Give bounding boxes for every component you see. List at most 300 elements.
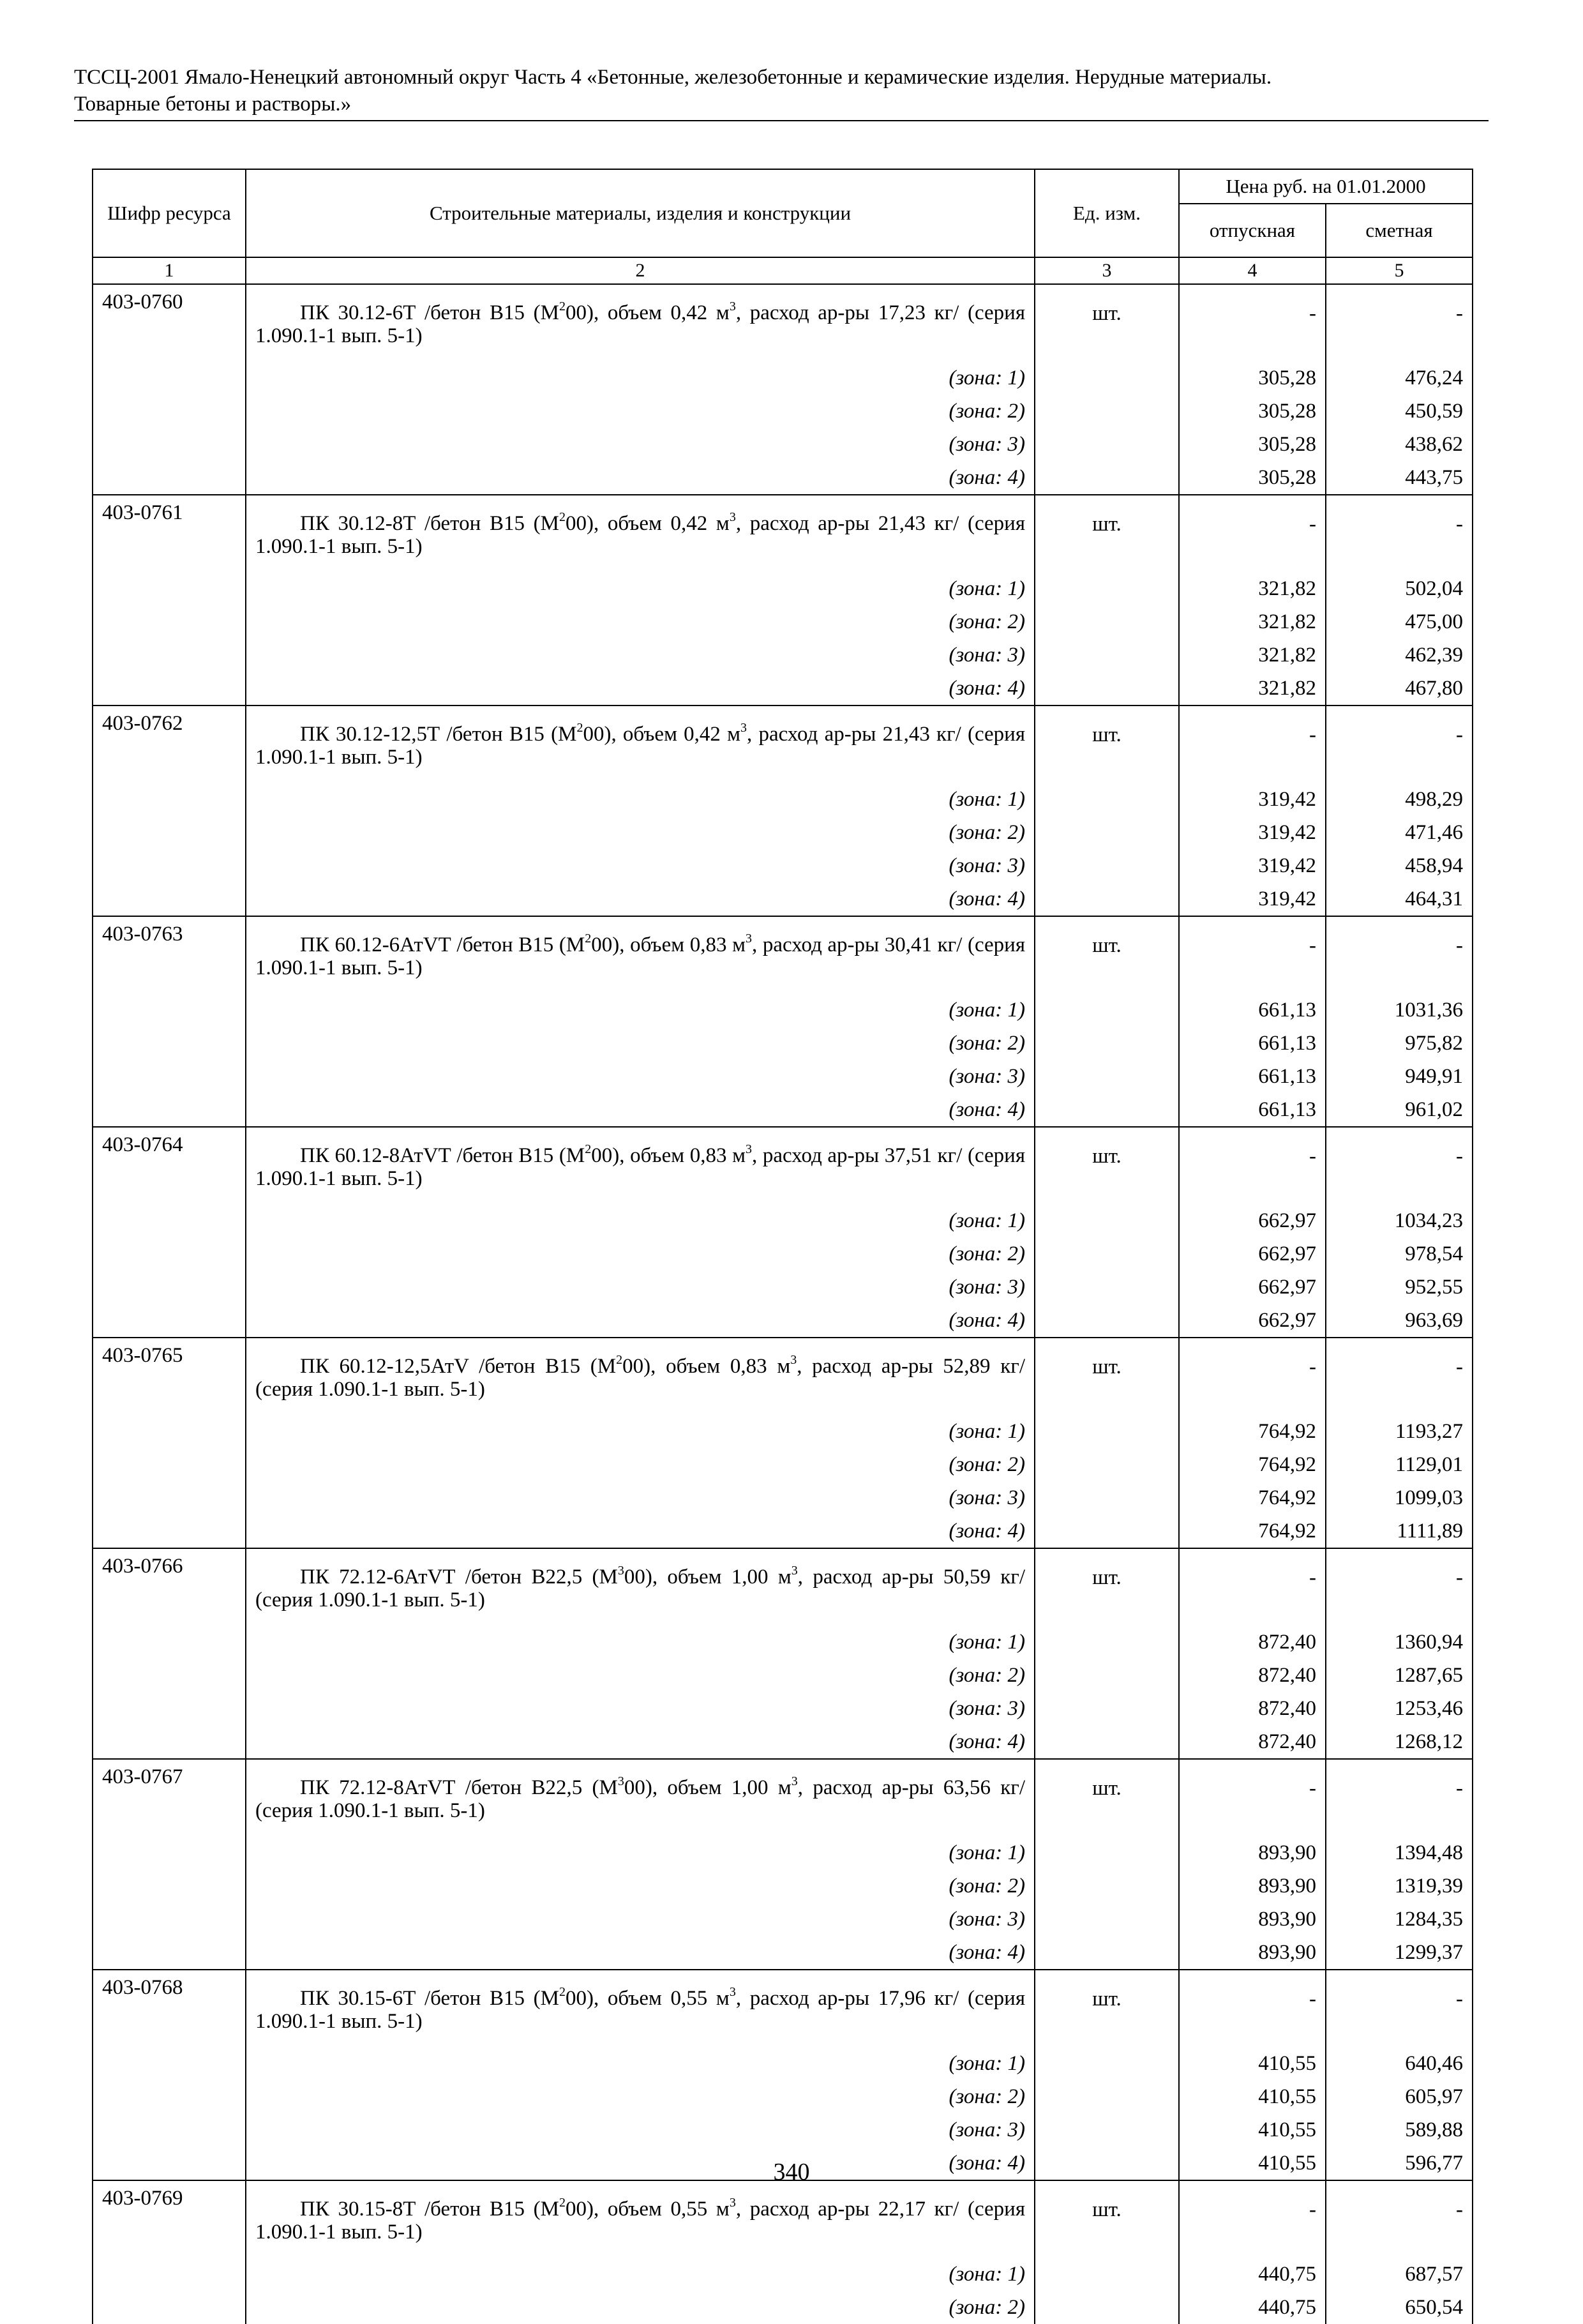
item-description — [246, 1127, 1035, 1204]
document-header — [74, 64, 1489, 117]
header-line-1: ТССЦ-2001 Ямало-Ненецкий автономный округ Часть 4 «Бетонные, железобетонные и керамические изделия. Нерудные материалы. — [74, 66, 1272, 89]
table-row — [93, 1759, 1473, 1836]
header-price-group: Цена руб. на 01.01.2000 — [1179, 169, 1473, 204]
release-price: - — [1179, 1338, 1326, 1415]
zone-row — [93, 2258, 1473, 2291]
zone-release-price: 872,40 — [1179, 1692, 1326, 1725]
empty-code-cell — [93, 1060, 246, 1093]
empty-unit-cell — [1035, 849, 1179, 882]
zone-row — [93, 1093, 1473, 1127]
zone-label: (зона: 4) — [246, 1725, 1035, 1759]
description-text: ПК 60.12-6АтVТ /бетон В15 (М — [300, 933, 585, 956]
empty-code-cell — [93, 1415, 246, 1448]
empty-code-cell — [93, 1836, 246, 1869]
empty-unit-cell — [1035, 1514, 1179, 1548]
zone-estimate-price: 640,46 — [1326, 2047, 1473, 2080]
zone-label: (зона: 3) — [246, 2113, 1035, 2147]
zone-row — [93, 395, 1473, 428]
zone-label: (зона: 2) — [246, 395, 1035, 428]
zone-release-price: 872,40 — [1179, 1725, 1326, 1759]
empty-code-cell — [93, 1903, 246, 1936]
description-superscript: 3 — [729, 1985, 736, 1999]
zone-release-price: 319,42 — [1179, 783, 1326, 816]
description-text: ПК 72.12-6АтVТ /бетон В22,5 (М — [300, 1566, 618, 1588]
empty-code-cell — [93, 882, 246, 916]
zone-estimate-price: 462,39 — [1326, 638, 1473, 672]
empty-unit-cell — [1035, 395, 1179, 428]
item-description — [246, 2180, 1035, 2258]
zone-label: (зона: 3) — [246, 1903, 1035, 1936]
zone-release-price: 893,90 — [1179, 1836, 1326, 1869]
zone-row — [93, 993, 1473, 1027]
table-row — [93, 284, 1473, 361]
unit-of-measure: шт. — [1035, 1127, 1179, 1204]
estimate-price: - — [1326, 284, 1473, 361]
zone-estimate-price: 475,00 — [1326, 605, 1473, 638]
empty-code-cell — [93, 2291, 246, 2324]
zone-row — [93, 1514, 1473, 1548]
empty-unit-cell — [1035, 605, 1179, 638]
empty-unit-cell — [1035, 361, 1179, 395]
description-text: 00), объем 0,42 м — [565, 512, 730, 535]
zone-row — [93, 638, 1473, 672]
empty-unit-cell — [1035, 672, 1179, 706]
release-price: - — [1179, 916, 1326, 993]
zone-release-price: 764,92 — [1179, 1415, 1326, 1448]
empty-code-cell — [93, 1448, 246, 1481]
empty-code-cell — [93, 428, 246, 461]
description-text: ПК 30.12-8Т /бетон В15 (М — [300, 512, 559, 535]
description-superscript: 3 — [746, 1142, 752, 1156]
description-text: 00), объем 1,00 м — [624, 1566, 792, 1588]
zone-row — [93, 2291, 1473, 2324]
column-number-5: 5 — [1326, 257, 1473, 284]
table-row — [93, 916, 1473, 993]
resource-code: 403-0760 — [93, 284, 246, 361]
zone-release-price: 321,82 — [1179, 672, 1326, 706]
zone-estimate-price: 1299,37 — [1326, 1936, 1473, 1970]
zone-release-price: 893,90 — [1179, 1869, 1326, 1903]
table-header — [93, 169, 1473, 284]
empty-code-cell — [93, 461, 246, 495]
description-superscript: 3 — [740, 721, 747, 735]
empty-unit-cell — [1035, 1692, 1179, 1725]
empty-code-cell — [93, 1692, 246, 1725]
zone-release-price: 893,90 — [1179, 1903, 1326, 1936]
zone-row — [93, 1027, 1473, 1060]
empty-unit-cell — [1035, 1869, 1179, 1903]
zone-estimate-price: 1129,01 — [1326, 1448, 1473, 1481]
item-description — [246, 1759, 1035, 1836]
description-superscript: 2 — [559, 1985, 566, 1999]
zone-row — [93, 849, 1473, 882]
empty-unit-cell — [1035, 1448, 1179, 1481]
description-text: ПК 72.12-8АтVТ /бетон В22,5 (М — [300, 1776, 618, 1799]
description-text: ПК 30.12-6Т /бетон В15 (М — [300, 301, 559, 324]
empty-code-cell — [93, 2080, 246, 2113]
empty-unit-cell — [1035, 1237, 1179, 1271]
estimate-price: - — [1326, 1338, 1473, 1415]
empty-unit-cell — [1035, 1093, 1179, 1127]
estimate-price: - — [1326, 1548, 1473, 1626]
description-text: , расход ар-ры 17,96 кг/ (серия 1.090.1-1 вып. 5-1) — [255, 1987, 1026, 2033]
zone-release-price: 305,28 — [1179, 428, 1326, 461]
zone-release-price: 662,97 — [1179, 1304, 1326, 1338]
empty-unit-cell — [1035, 1936, 1179, 1970]
zone-release-price: 764,92 — [1179, 1448, 1326, 1481]
description-superscript: 2 — [559, 2196, 566, 2210]
estimate-price: - — [1326, 1970, 1473, 2047]
zone-release-price: 305,28 — [1179, 361, 1326, 395]
zone-estimate-price: 1031,36 — [1326, 993, 1473, 1027]
description-text: , расход ар-ры 30,41 кг/ (серия 1.090.1-1 вып. 5-1) — [255, 933, 1026, 979]
description-superscript: 2 — [576, 721, 583, 735]
empty-unit-cell — [1035, 2258, 1179, 2291]
zone-label: (зона: 2) — [246, 1448, 1035, 1481]
zone-estimate-price: 1034,23 — [1326, 1204, 1473, 1237]
resource-code: 403-0769 — [93, 2180, 246, 2258]
zone-estimate-price: 650,54 — [1326, 2291, 1473, 2324]
item-description — [246, 1970, 1035, 2047]
zone-row — [93, 361, 1473, 395]
zone-estimate-price: 687,57 — [1326, 2258, 1473, 2291]
zone-release-price: 305,28 — [1179, 461, 1326, 495]
empty-code-cell — [93, 572, 246, 605]
zone-estimate-price: 952,55 — [1326, 1271, 1473, 1304]
zone-row — [93, 572, 1473, 605]
estimate-price: - — [1326, 1127, 1473, 1204]
zone-row — [93, 605, 1473, 638]
description-text: , расход ар-ры 17,23 кг/ (серия 1.090.1-1 вып. 5-1) — [255, 301, 1026, 347]
zone-release-price: 319,42 — [1179, 882, 1326, 916]
zone-label: (зона: 2) — [246, 816, 1035, 849]
description-text: 00), объем 0,42 м — [565, 301, 730, 324]
resource-code: 403-0761 — [93, 495, 246, 572]
column-number-3: 3 — [1035, 257, 1179, 284]
zone-label: (зона: 4) — [246, 1304, 1035, 1338]
zone-label: (зона: 1) — [246, 1626, 1035, 1659]
empty-code-cell — [93, 1093, 246, 1127]
item-description — [246, 495, 1035, 572]
zone-row — [93, 783, 1473, 816]
empty-unit-cell — [1035, 2291, 1179, 2324]
zone-label: (зона: 4) — [246, 1936, 1035, 1970]
column-number-2: 2 — [246, 257, 1035, 284]
description-text: 00), объем 1,00 м — [624, 1776, 792, 1799]
empty-unit-cell — [1035, 1481, 1179, 1514]
description-superscript: 2 — [559, 510, 566, 524]
empty-unit-cell — [1035, 1836, 1179, 1869]
empty-unit-cell — [1035, 816, 1179, 849]
empty-unit-cell — [1035, 572, 1179, 605]
empty-code-cell — [93, 1204, 246, 1237]
empty-unit-cell — [1035, 1903, 1179, 1936]
zone-estimate-price: 1394,48 — [1326, 1836, 1473, 1869]
description-text: 00), объем 0,83 м — [591, 933, 746, 956]
header-rule — [74, 120, 1489, 121]
zone-label: (зона: 3) — [246, 1060, 1035, 1093]
zone-row — [93, 2047, 1473, 2080]
table-row — [93, 706, 1473, 783]
zone-release-price: 661,13 — [1179, 1027, 1326, 1060]
description-superscript: 2 — [585, 932, 592, 946]
description-text: ПК 60.12-8АтVТ /бетон В15 (М — [300, 1144, 585, 1167]
zone-row — [93, 1304, 1473, 1338]
description-text: ПК 30.15-8Т /бетон В15 (М — [300, 2198, 559, 2221]
zone-row — [93, 428, 1473, 461]
empty-code-cell — [93, 1659, 246, 1692]
zone-estimate-price: 471,46 — [1326, 816, 1473, 849]
zone-row — [93, 1481, 1473, 1514]
release-price: - — [1179, 1127, 1326, 1204]
empty-unit-cell — [1035, 2047, 1179, 2080]
empty-unit-cell — [1035, 1415, 1179, 1448]
resource-code: 403-0765 — [93, 1338, 246, 1415]
zone-row — [93, 1415, 1473, 1448]
zone-label: (зона: 3) — [246, 428, 1035, 461]
zone-label: (зона: 4) — [246, 672, 1035, 706]
header-unit: Ед. изм. — [1035, 169, 1179, 257]
empty-code-cell — [93, 395, 246, 428]
description-text: , расход ар-ры 22,17 кг/ (серия 1.090.1-1 вып. 5-1) — [255, 2198, 1026, 2244]
table-row — [93, 1338, 1473, 1415]
empty-code-cell — [93, 849, 246, 882]
zone-estimate-price: 975,82 — [1326, 1027, 1473, 1060]
empty-code-cell — [93, 1514, 246, 1548]
zone-row — [93, 1659, 1473, 1692]
zone-label: (зона: 2) — [246, 605, 1035, 638]
table-row — [93, 1127, 1473, 1204]
header-line-2: Товарные бетоны и растворы.» — [74, 93, 352, 116]
empty-unit-cell — [1035, 783, 1179, 816]
zone-release-price: 440,75 — [1179, 2258, 1326, 2291]
zone-estimate-price: 963,69 — [1326, 1304, 1473, 1338]
description-text: 00), объем 0,55 м — [565, 2198, 730, 2221]
release-price: - — [1179, 1759, 1326, 1836]
header-release-price: отпускная — [1179, 204, 1326, 257]
page-number: 340 — [773, 2159, 810, 2185]
description-superscript: 2 — [616, 1353, 623, 1367]
empty-unit-cell — [1035, 2113, 1179, 2147]
zone-row — [93, 461, 1473, 495]
empty-code-cell — [93, 1936, 246, 1970]
zone-estimate-price: 502,04 — [1326, 572, 1473, 605]
zone-row — [93, 1448, 1473, 1481]
empty-unit-cell — [1035, 1060, 1179, 1093]
zone-release-price: 305,28 — [1179, 395, 1326, 428]
zone-estimate-price: 1253,46 — [1326, 1692, 1473, 1725]
zone-estimate-price: 596,77 — [1326, 2147, 1473, 2180]
zone-row — [93, 1271, 1473, 1304]
zone-label: (зона: 1) — [246, 572, 1035, 605]
unit-of-measure: шт. — [1035, 1759, 1179, 1836]
release-price: - — [1179, 2180, 1326, 2258]
zone-label: (зона: 4) — [246, 461, 1035, 495]
empty-unit-cell — [1035, 1304, 1179, 1338]
table-row — [93, 495, 1473, 572]
zone-row — [93, 1626, 1473, 1659]
description-text: 00), объем 0,83 м — [622, 1355, 791, 1378]
zone-estimate-price: 1099,03 — [1326, 1481, 1473, 1514]
resource-code: 403-0768 — [93, 1970, 246, 2047]
zone-label: (зона: 4) — [246, 2147, 1035, 2180]
description-superscript: 3 — [729, 299, 736, 313]
zone-release-price: 321,82 — [1179, 605, 1326, 638]
item-description — [246, 706, 1035, 783]
zone-label: (зона: 1) — [246, 361, 1035, 395]
zone-release-price: 764,92 — [1179, 1514, 1326, 1548]
description-superscript: 3 — [791, 1774, 798, 1788]
empty-code-cell — [93, 1271, 246, 1304]
zone-release-price: 662,97 — [1179, 1271, 1326, 1304]
description-text: , расход ар-ры 52,89 кг/ (серия 1.090.1-1 вып. 5-1) — [255, 1355, 1025, 1401]
zone-label: (зона: 2) — [246, 1869, 1035, 1903]
item-description — [246, 284, 1035, 361]
zone-label: (зона: 4) — [246, 1514, 1035, 1548]
resource-code: 403-0764 — [93, 1127, 246, 1204]
empty-code-cell — [93, 1304, 246, 1338]
empty-unit-cell — [1035, 638, 1179, 672]
empty-code-cell — [93, 1626, 246, 1659]
empty-code-cell — [93, 638, 246, 672]
release-price: - — [1179, 1970, 1326, 2047]
empty-code-cell — [93, 605, 246, 638]
zone-label: (зона: 2) — [246, 1237, 1035, 1271]
zone-row — [93, 882, 1473, 916]
column-number-1: 1 — [93, 257, 246, 284]
resource-code: 403-0767 — [93, 1759, 246, 1836]
zone-estimate-price: 1193,27 — [1326, 1415, 1473, 1448]
zone-estimate-price: 450,59 — [1326, 395, 1473, 428]
empty-unit-cell — [1035, 428, 1179, 461]
zone-label: (зона: 3) — [246, 1481, 1035, 1514]
zone-estimate-price: 1284,35 — [1326, 1903, 1473, 1936]
zone-release-price: 661,13 — [1179, 1060, 1326, 1093]
empty-code-cell — [93, 672, 246, 706]
description-text: ПК 30.15-6Т /бетон В15 (М — [300, 1987, 559, 2010]
description-superscript: 3 — [791, 1564, 798, 1578]
estimate-price: - — [1326, 706, 1473, 783]
zone-row — [93, 1869, 1473, 1903]
description-superscript: 2 — [585, 1142, 592, 1156]
zone-row — [93, 2080, 1473, 2113]
zone-estimate-price: 978,54 — [1326, 1237, 1473, 1271]
resource-code: 403-0766 — [93, 1548, 246, 1626]
zone-label: (зона: 2) — [246, 1659, 1035, 1692]
unit-of-measure: шт. — [1035, 1338, 1179, 1415]
zone-estimate-price: 443,75 — [1326, 461, 1473, 495]
empty-unit-cell — [1035, 993, 1179, 1027]
zone-label: (зона: 2) — [246, 2291, 1035, 2324]
zone-release-price: 410,55 — [1179, 2113, 1326, 2147]
zone-row — [93, 672, 1473, 706]
table-row — [93, 1548, 1473, 1626]
zone-label: (зона: 1) — [246, 2047, 1035, 2080]
empty-code-cell — [93, 2258, 246, 2291]
zone-estimate-price: 464,31 — [1326, 882, 1473, 916]
zone-label: (зона: 1) — [246, 1836, 1035, 1869]
empty-code-cell — [93, 783, 246, 816]
zone-release-price: 872,40 — [1179, 1659, 1326, 1692]
description-text: , расход ар-ры 50,59 кг/ (серия 1.090.1-1 вып. 5-1) — [255, 1566, 1025, 1611]
description-superscript: 3 — [746, 932, 752, 946]
zone-release-price: 893,90 — [1179, 1936, 1326, 1970]
description-text: 00), объем 0,55 м — [565, 1987, 730, 2010]
price-table — [92, 169, 1473, 2324]
zone-estimate-price: 498,29 — [1326, 783, 1473, 816]
release-price: - — [1179, 284, 1326, 361]
zone-row — [93, 1060, 1473, 1093]
unit-of-measure: шт. — [1035, 706, 1179, 783]
zone-estimate-price: 1111,89 — [1326, 1514, 1473, 1548]
zone-row — [93, 1903, 1473, 1936]
description-superscript: 3 — [617, 1774, 624, 1788]
description-text: , расход ар-ры 21,43 кг/ (серия 1.090.1-1 вып. 5-1) — [255, 723, 1026, 769]
description-superscript: 3 — [790, 1353, 797, 1367]
estimate-price: - — [1326, 916, 1473, 993]
header-name: Строительные материалы, изделия и конструкции — [246, 169, 1035, 257]
zone-row — [93, 1725, 1473, 1759]
zone-label: (зона: 1) — [246, 783, 1035, 816]
description-superscript: 3 — [729, 510, 736, 524]
zone-label: (зона: 1) — [246, 1204, 1035, 1237]
release-price: - — [1179, 495, 1326, 572]
zone-estimate-price: 605,97 — [1326, 2080, 1473, 2113]
zone-label: (зона: 4) — [246, 882, 1035, 916]
zone-row — [93, 1936, 1473, 1970]
zone-row — [93, 1204, 1473, 1237]
empty-code-cell — [93, 1725, 246, 1759]
zone-row — [93, 1692, 1473, 1725]
zone-release-price: 319,42 — [1179, 849, 1326, 882]
empty-code-cell — [93, 1237, 246, 1271]
description-text: , расход ар-ры 63,56 кг/ (серия 1.090.1-1 вып. 5-1) — [255, 1776, 1025, 1822]
unit-of-measure: шт. — [1035, 1970, 1179, 2047]
resource-code: 403-0763 — [93, 916, 246, 993]
zone-label: (зона: 3) — [246, 849, 1035, 882]
zone-row — [93, 1836, 1473, 1869]
release-price: - — [1179, 706, 1326, 783]
zone-label: (зона: 4) — [246, 1093, 1035, 1127]
zone-release-price: 662,97 — [1179, 1204, 1326, 1237]
zone-estimate-price: 1360,94 — [1326, 1626, 1473, 1659]
header-estimate-price: сметная — [1326, 204, 1473, 257]
unit-of-measure: шт. — [1035, 1548, 1179, 1626]
estimate-price: - — [1326, 2180, 1473, 2258]
zone-estimate-price: 1319,39 — [1326, 1869, 1473, 1903]
empty-unit-cell — [1035, 1626, 1179, 1659]
description-text: 00), объем 0,42 м — [583, 723, 740, 746]
zone-estimate-price: 949,91 — [1326, 1060, 1473, 1093]
empty-code-cell — [93, 2047, 246, 2080]
empty-unit-cell — [1035, 1659, 1179, 1692]
zone-label: (зона: 1) — [246, 993, 1035, 1027]
zone-estimate-price: 467,80 — [1326, 672, 1473, 706]
empty-code-cell — [93, 1027, 246, 1060]
unit-of-measure: шт. — [1035, 284, 1179, 361]
item-description — [246, 916, 1035, 993]
description-text: , расход ар-ры 21,43 кг/ (серия 1.090.1-1 вып. 5-1) — [255, 512, 1026, 558]
zone-label: (зона: 1) — [246, 1415, 1035, 1448]
zone-release-price: 440,75 — [1179, 2291, 1326, 2324]
empty-code-cell — [93, 816, 246, 849]
zone-estimate-price: 476,24 — [1326, 361, 1473, 395]
zone-label: (зона: 3) — [246, 1271, 1035, 1304]
unit-of-measure: шт. — [1035, 916, 1179, 993]
empty-unit-cell — [1035, 1027, 1179, 1060]
description-superscript: 3 — [617, 1564, 624, 1578]
column-number-4: 4 — [1179, 257, 1326, 284]
